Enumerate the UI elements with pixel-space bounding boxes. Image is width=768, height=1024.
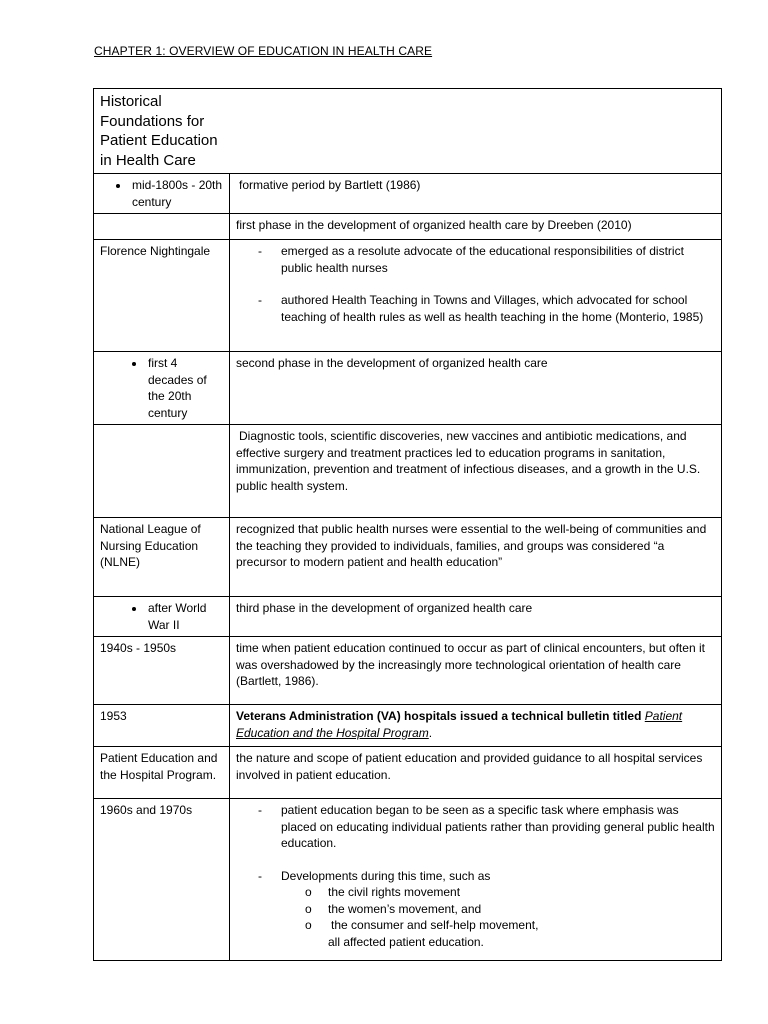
table-title-line: Patient Education <box>100 132 218 149</box>
row-label <box>94 352 230 425</box>
table-title-line: Historical <box>100 93 162 110</box>
row-label <box>94 597 230 637</box>
table-row <box>94 214 722 240</box>
row-label <box>94 174 230 214</box>
table-row <box>94 637 722 705</box>
sub-list-item: o the women’s movement, and <box>305 901 482 916</box>
table-row <box>94 240 722 352</box>
list-item-text: Developments during this time, such as <box>281 868 491 883</box>
row-text: formative period by Bartlett (1986) <box>239 178 421 192</box>
table-title-line: Foundations for <box>100 112 205 130</box>
period-bullet: • first 4 decades of the 20th century <box>146 355 223 421</box>
table-row <box>94 425 722 518</box>
row-label: 1940s - 1950s <box>94 637 230 705</box>
row-label: Florence Nightingale <box>94 240 230 352</box>
table-row <box>94 352 722 425</box>
row-description: the nature and scope of patient education and provided guidance to all hospital services involved in patient education. <box>230 747 722 799</box>
row-description <box>230 799 722 961</box>
period-bullet: • mid-1800s - 20th century <box>130 177 223 210</box>
chapter-heading: CHAPTER 1: OVERVIEW OF EDUCATION IN HEALTH CARE <box>94 44 433 58</box>
list-item: - authored Health Teaching in Towns and Villages, which advocated for school teaching of health rules as well as health teaching in the home (Monterio, 1985) <box>258 293 704 324</box>
row-description <box>230 240 722 352</box>
row-label: Patient Education and the Hospital Program. <box>94 747 230 799</box>
row-label: 1960s and 1970s <box>94 799 230 961</box>
table-row <box>94 799 722 961</box>
row-description <box>230 174 722 214</box>
list-item: - emerged as a resolute advocate of the educational responsibilities of district public health nurses <box>258 244 684 275</box>
bulletin-title-link[interactable]: Patient Education and the Hospital Program <box>236 709 683 740</box>
list-item-text: authored Health Teaching in Towns and Villages, which advocated for school teaching of health rules as well as health teaching in the home (Monterio, 1985) <box>281 293 704 324</box>
list-item: - Developments during this time, such as o the civil rights movement o the women’s movement, and o the consumer and self-help movement, all affected patient education. <box>236 868 715 951</box>
table-title-line: in Health Care <box>100 151 196 169</box>
sub-list-item-text: the civil rights movement <box>328 885 461 899</box>
table-row <box>94 174 722 214</box>
row-description: time when patient education continued to occur as part of clinical encounters, but often it was overshadowed by the increasingly more technological orientation of health care (Bartlett, 1986). <box>230 637 722 705</box>
list-item-text: emerged as a resolute advocate of the educational responsibilities of district public health nurses <box>281 244 684 275</box>
row-label <box>94 214 230 240</box>
sub-list-item: o the civil rights movement <box>305 885 461 899</box>
sub-list-item-text: the women’s movement, and <box>328 901 482 916</box>
sub-list-item: o the consumer and self-help movement, <box>305 918 539 932</box>
table-row <box>94 518 722 597</box>
row-description: third phase in the development of organized health care <box>230 597 722 637</box>
closing-line: all affected patient education. <box>328 934 484 949</box>
table-title <box>94 89 722 174</box>
history-table <box>93 88 722 961</box>
row-description: second phase in the development of organized health care <box>230 352 722 425</box>
list-spacer <box>236 276 715 292</box>
row-label: National League of Nursing Education (NLNE) <box>94 518 230 597</box>
row-description: recognized that public health nurses were essential to the well-being of communities and the teaching they provided to individuals, families, and groups was considered “a precursor to modern patient and health education” <box>230 518 722 597</box>
row-label <box>94 425 230 518</box>
bulletin-text: Veterans Administration (VA) hospitals issued a technical bulletin titled <box>236 709 642 723</box>
row-text: Diagnostic tools, scientific discoveries, new vaccines and antibiotic medications, and effective surgery and treatment practices led to education programs in sanitation, immunization, prevention and treatment of infectious diseases, and a growth in the U.S. public health system. <box>236 429 701 493</box>
table-row <box>94 597 722 637</box>
list-item-text: patient education began to be seen as a specific task where emphasis was placed on educating individual patients rather than providing general public health education. <box>281 803 715 850</box>
row-label: 1953 <box>94 705 230 747</box>
row-description <box>230 705 722 747</box>
list-spacer <box>236 852 715 868</box>
bulletin-period: . <box>428 725 433 740</box>
table-row <box>94 747 722 799</box>
table-title-row <box>94 89 722 174</box>
sub-list-item-text: the consumer and self-help movement, <box>331 918 539 932</box>
period-bullet: • after World War II <box>146 600 223 633</box>
row-description: first phase in the development of organized health care by Dreeben (2010) <box>230 214 722 240</box>
row-description <box>230 425 722 518</box>
table-row <box>94 705 722 747</box>
list-item: - patient education began to be seen as a specific task where emphasis was placed on educating individual patients rather than providing general public health education. <box>258 803 715 850</box>
